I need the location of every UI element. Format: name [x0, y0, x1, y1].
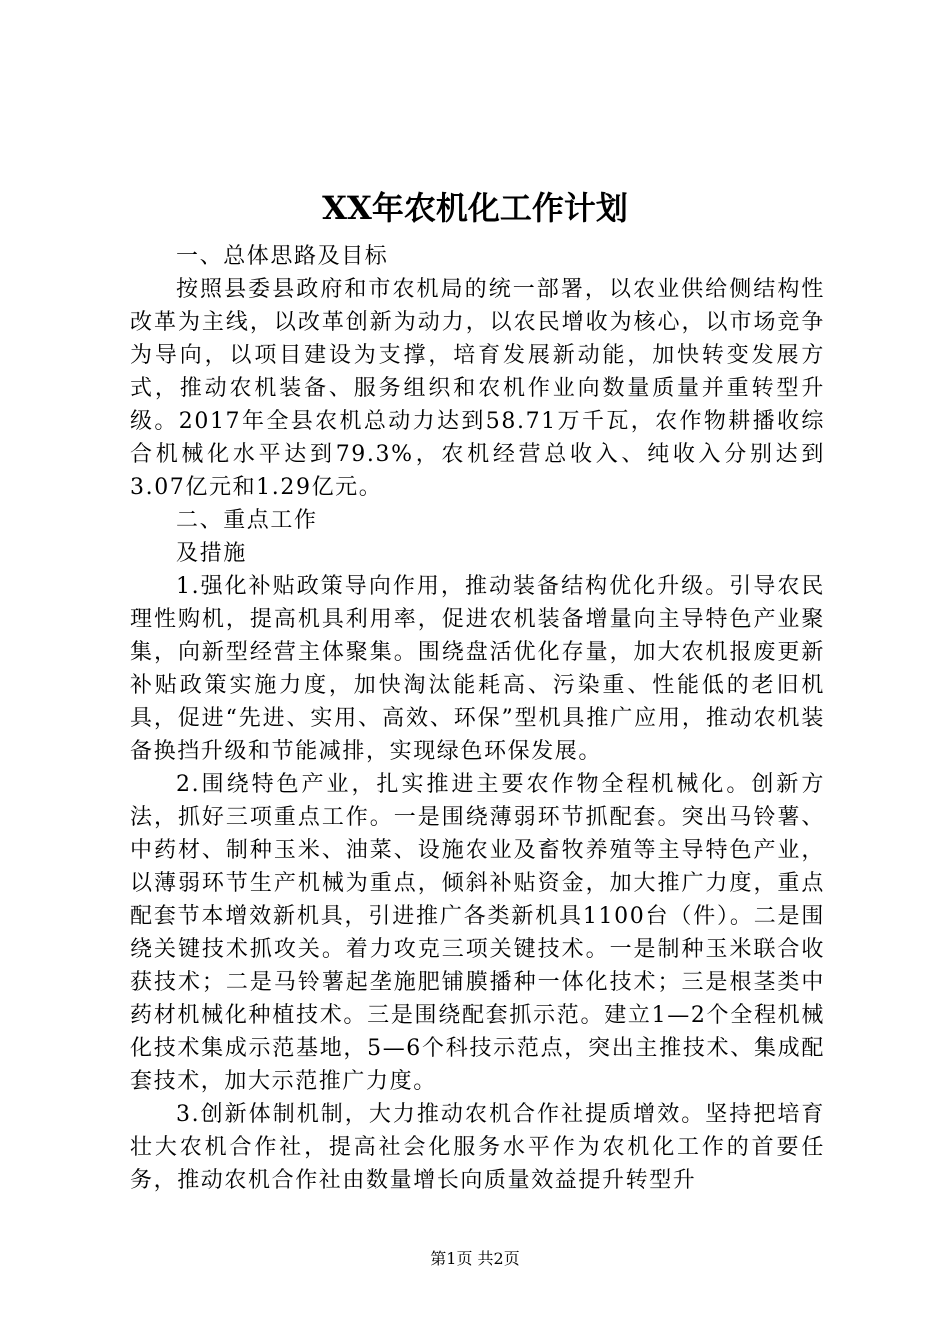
page-footer: 第1页 共2页	[430, 1249, 520, 1268]
paragraph-item-3: 3.创新体制机制，大力推动农机合作社提质增效。坚持把培育壮大农机合作社，提高社会化服务水平作为农机化工作的首要任务，推动农机合作社由数量增长向质量效益提升转型升	[130, 1102, 825, 1193]
document-title: XX年农机化工作计划	[322, 189, 628, 227]
section-heading-2-continued: 及措施	[176, 541, 247, 566]
document-body	[130, 240, 825, 1197]
paragraph-item-2: 2.围绕特色产业，扎实推进主要农作物全程机械化。创新方法，抓好三项重点工作。一是围绕薄弱环节抓配套。突出马铃薯、中药材、制种玉米、油菜、设施农业及畜牧养殖等主导特色产业，以薄弱环节生产机械为重点，倾斜补贴资金，加大推广力度，重点配套节本增效新机具，引进推广各类新机具1100台（件）。二是围绕关键技术抓攻关。着力攻克三项关键技术。一是制种玉米联合收获技术；二是马铃薯起垄施肥铺膜播种一体化技术；三是根茎类中药材机械化种植技术。三是围绕配套抓示范。建立1—2个全程机械化技术集成示范基地，5—6个科技示范点，突出主推技术、集成配套技术，加大示范推广力度。	[130, 772, 825, 1094]
paragraph-overview: 按照县委县政府和市农机局的统一部署，以农业供给侧结构性改革为主线，以改革创新为动力，以农民增收为核心，以市场竞争为导向，以项目建设为支撑，培育发展新动能，加快转变发展方式，推动农机装备、服务组织和农机作业向数量质量并重转型升级。2017年全县农机总动力达到58.71万千瓦，农作物耕播收综合机械化水平达到79.3%，农机经营总收入、纯收入分别达到3.07亿元和1.29亿元。	[130, 277, 825, 500]
paragraph-item-1: 1.强化补贴政策导向作用，推动装备结构优化升级。引导农民理性购机，提高机具利用率，促进农机装备增量向主导特色产业聚集，向新型经营主体聚集。围绕盘活优化存量，加大农机报废更新补贴政策实施力度，加快淘汰能耗高、污染重、性能低的老旧机具，促进“先进、实用、高效、环保”型机具推广应用，推动农机装备换挡升级和节能减排，实现绿色环保发展。	[130, 574, 825, 764]
section-heading-2: 二、重点工作	[176, 508, 318, 533]
section-heading-1: 一、总体思路及目标	[176, 244, 389, 269]
